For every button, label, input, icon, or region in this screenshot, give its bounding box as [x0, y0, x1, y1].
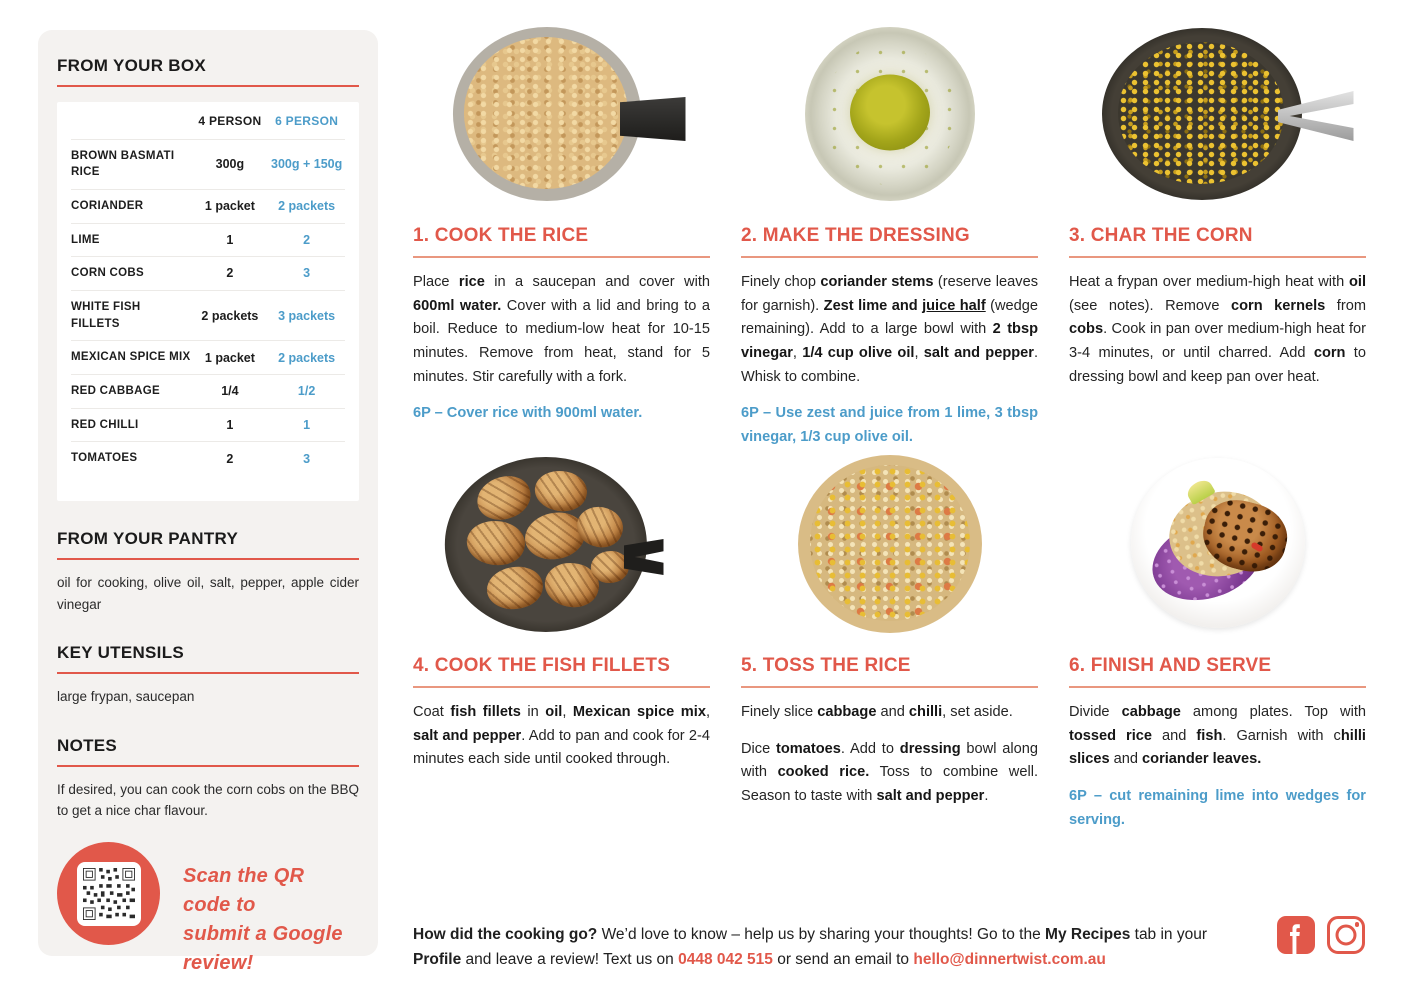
from-your-box-heading: FROM YOUR BOX [57, 56, 359, 87]
step-paragraph: Finely slice cabbage and chilli, set aside. [741, 704, 1013, 720]
rice-in-saucepan-photo [413, 25, 710, 203]
table-header-row [71, 104, 345, 140]
step-paragraph: Place rice in a saucepan and cover with 600ml water. Cover with a lid and bring to a boil. Reduce to medium-low heat for 10-15 minutes. Remove from heat, stand for 5 minutes. Stir carefully with a fork. [413, 274, 710, 385]
google-review-qr-block [57, 842, 357, 974]
table-row [71, 442, 345, 475]
ingredient-name: RED CABBAGE [71, 384, 160, 397]
qty-6p: 300g + 150g [271, 157, 343, 172]
six-person-note: 6P – cut remaining lime into wedges for serving. [1069, 787, 1366, 828]
step-title: 6. FINISH AND SERVE [1069, 655, 1366, 688]
plated-dish-photo [1069, 455, 1366, 633]
phone-link[interactable]: 0448 042 515 [678, 951, 773, 969]
instagram-lens [1336, 925, 1357, 946]
step-title: 1. COOK THE RICE [413, 225, 710, 258]
table-row [71, 291, 345, 341]
qty-4p: 1 [226, 232, 234, 247]
qty-4p: 2 [226, 451, 234, 466]
ingredient-name: CORIANDER [71, 199, 144, 212]
step-title: 5. TOSS THE RICE [741, 655, 1038, 688]
qty-6p: 3 [303, 266, 311, 281]
fish-fillets-in-pan-photo [413, 455, 710, 633]
instagram-dot [1355, 922, 1360, 927]
table-row [71, 409, 345, 443]
ingredient-name: BROWN BASMATI RICE [71, 149, 175, 179]
email-link[interactable]: hello@dinnertwist.com.au [913, 951, 1106, 969]
table-row [71, 140, 345, 190]
qr-caption: Scan the QR code to submit a Google review! [183, 865, 343, 974]
footer-feedback-text: How did the cooking go? We’d love to know – help us by sharing your thoughts! Go to the My Recipes tab in your Profile and leave a review! Text us on 0448 042 515 or send an email to hello@dinnertwist.com.au [413, 925, 1208, 969]
step-paragraph: Heat a frypan over medium-high heat with oil (see notes). Remove corn kernels from cobs. Cook in pan over medium-high heat for 3-4 minutes, or until charred. Add corn to dressing bowl and keep pan over heat. [1069, 274, 1366, 385]
qty-4p: 300g [215, 157, 245, 172]
qty-6p: 3 [303, 451, 311, 466]
instagram-icon[interactable] [1327, 916, 1365, 954]
qr-code[interactable] [77, 862, 141, 926]
pantry-text: oil for cooking, olive oil, salt, pepper, apple cider vinegar [57, 574, 359, 612]
qty-4p: 1 [226, 417, 234, 432]
table-row [71, 257, 345, 291]
facebook-icon[interactable] [1277, 916, 1315, 954]
qty-4p: 1 packet [204, 199, 255, 214]
key-utensils-heading: KEY UTENSILS [57, 643, 359, 674]
ingredient-name: LIME [71, 233, 100, 246]
step-paragraph: Coat fish fillets in oil, Mexican spice mix, salt and pepper. Add to pan and cook for 2-4 minutes each side until cooked through. [413, 704, 711, 768]
step-card-1 [413, 0, 710, 449]
col-4-person: 4 PERSON [198, 114, 262, 128]
table-row [71, 224, 345, 258]
step-paragraph: Finely chop coriander stems (reserve leaves for garnish). Zest lime and juice half (wedge remaining). Add to a large bowl with 2 tbsp vinegar, 1/4 cup olive oil, salt and pepper. Whisk to combine. [741, 274, 1039, 385]
qty-6p: 3 packets [278, 308, 336, 323]
six-person-note: 6P – Use zest and juice from 1 lime, 3 tbsp vinegar, 1/3 cup olive oil. [741, 405, 1038, 445]
six-person-note: 6P – Cover rice with 900ml water. [413, 405, 643, 422]
qty-6p: 1 [303, 417, 311, 432]
ingredient-name: MEXICAN SPICE MIX [71, 351, 191, 364]
qty-6p: 2 packets [278, 199, 336, 214]
utensils-text: large frypan, saucepan [57, 689, 195, 705]
table-row [71, 341, 345, 375]
tossed-rice-in-bowl-photo [741, 455, 1038, 633]
step-card-3 [1069, 0, 1366, 449]
from-your-pantry-heading: FROM YOUR PANTRY [57, 529, 359, 560]
dressing-in-glass-bowl-photo [741, 25, 1038, 203]
ingredients-table [57, 102, 359, 501]
qty-4p: 1/4 [221, 384, 239, 399]
step-card-6 [1069, 430, 1366, 832]
qr-code-icon [83, 868, 135, 920]
table-row [71, 375, 345, 409]
step-title: 2. MAKE THE DRESSING [741, 225, 1038, 258]
qty-4p: 2 packets [201, 308, 259, 323]
qty-6p: 2 [303, 232, 311, 247]
qty-6p: 1/2 [297, 384, 316, 399]
step-paragraph: Dice tomatoes. Add to dressing bowl along with cooked rice. Toss to combine well. Season to taste with salt and pepper. [741, 740, 1038, 804]
corn-in-frypan-photo [1069, 25, 1366, 203]
table-row [71, 190, 345, 224]
ingredient-name: RED CHILLI [71, 418, 139, 431]
notes-text: If desired, you can cook the corn cobs on the BBQ to get a nice char flavour. [57, 781, 359, 819]
step-paragraph: Divide cabbage among plates. Top with tossed rice and fish. Garnish with chilli slices and coriander leaves. [1069, 704, 1367, 768]
notes-heading: NOTES [57, 736, 359, 767]
steps-area [413, 0, 1366, 900]
qty-6p: 2 packets [278, 350, 336, 365]
col-6-person: 6 PERSON [275, 114, 339, 128]
qty-4p: 1 packet [204, 350, 255, 365]
qr-circle [57, 842, 160, 945]
social-icons [1277, 916, 1365, 954]
step-title: 4. COOK THE FISH FILLETS [413, 655, 710, 688]
qty-4p: 2 [226, 266, 234, 281]
step-title: 3. CHAR THE CORN [1069, 225, 1366, 258]
step-card-4 [413, 430, 710, 832]
ingredient-name: CORN COBS [71, 267, 144, 280]
step-card-5 [741, 430, 1038, 832]
step-card-2 [741, 0, 1038, 449]
ingredient-name: TOMATOES [71, 452, 138, 465]
ingredient-name: WHITE FISH FILLETS [71, 300, 141, 330]
sidebar [38, 30, 378, 974]
